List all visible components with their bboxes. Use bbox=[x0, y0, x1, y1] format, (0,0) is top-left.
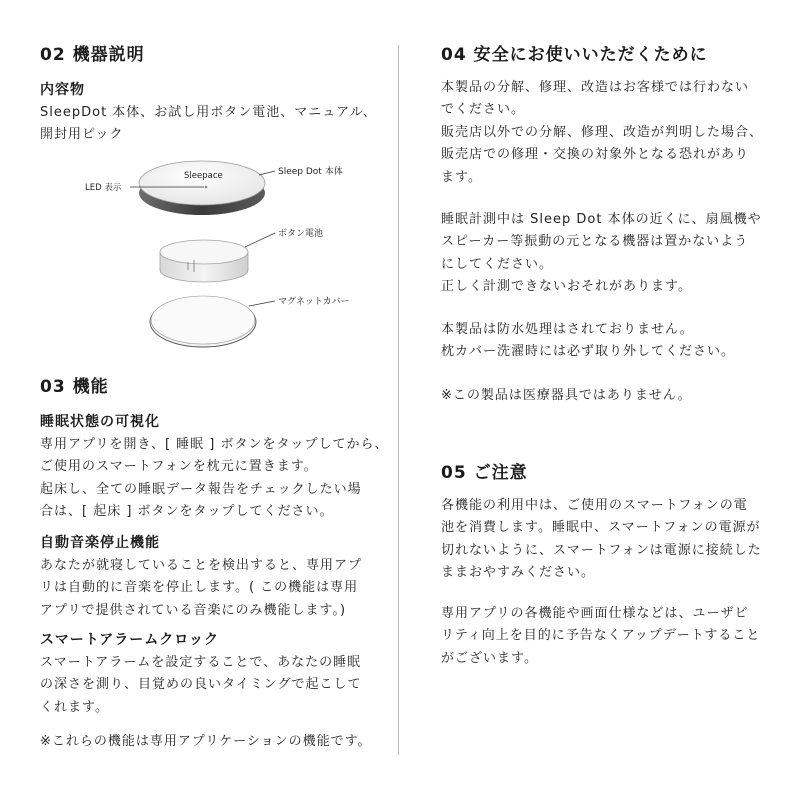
device-label: Sleep Dot 本体 bbox=[278, 167, 343, 177]
button-battery bbox=[160, 240, 248, 282]
text-line: ※この製品は医療器具ではありません。 bbox=[441, 388, 692, 403]
notice-paragraph-1 bbox=[441, 495, 762, 585]
column-divider bbox=[398, 45, 399, 755]
contents-diagram bbox=[0, 145, 395, 360]
section-03-heading: 03 機能 bbox=[40, 377, 109, 397]
text-line: リは自動的に音楽を停止します。( この機能は専用 bbox=[40, 580, 359, 596]
text-line: 合は、[ 起床 ] ボタンをタップしてください。 bbox=[40, 504, 334, 520]
text-line: 本製品は防水処理はされておりません。 bbox=[441, 322, 694, 337]
sleep-dot-device bbox=[139, 161, 265, 215]
section-04-heading: 04 安全にお使いいただくために bbox=[441, 45, 708, 65]
text-line: 開封用ピック bbox=[40, 127, 124, 143]
text-line: 池を消費します。睡眠中、スマートフォンの電源が bbox=[441, 520, 761, 536]
section-05-heading: 05 ご注意 bbox=[441, 463, 528, 483]
safety-paragraph-3 bbox=[441, 319, 735, 364]
text-line: 販売店以外での分解、修理、改造が判明した場合、 bbox=[441, 124, 764, 140]
text-line: ご使用のスマートフォンを枕元に置きます。 bbox=[40, 459, 318, 475]
device-logo: Sleepace bbox=[184, 171, 223, 181]
cover-label: マグネットカバー bbox=[278, 297, 350, 307]
led-indicator-icon bbox=[205, 186, 208, 189]
feature-sleep-visualization-text bbox=[40, 434, 389, 524]
feature-auto-music-stop-title: 自動音楽停止機能 bbox=[40, 535, 160, 551]
safety-paragraph-2 bbox=[441, 209, 762, 299]
text-line: SleepDot 本体、お試し用ボタン電池、マニュアル、 bbox=[40, 105, 377, 120]
text-line: 切れないように、スマートフォンは電源に接続した bbox=[441, 542, 762, 558]
text-line: 各機能の利用中は、ご使用のスマートフォンの電 bbox=[441, 498, 748, 513]
battery-label: ボタン電池 bbox=[278, 229, 324, 239]
text-line: 販売店での修理・交換の対象外となる恐れがあり bbox=[441, 147, 750, 163]
text-line: にしてください。 bbox=[441, 256, 554, 272]
section-02-heading: 02 機器説明 bbox=[40, 45, 145, 65]
text-line: の深さを測り、目覚めの良いタイミングで起こして bbox=[40, 677, 362, 693]
feature-smart-alarm-title: スマートアラームクロック bbox=[40, 632, 220, 648]
text-line: スマートアラームを設定することで、あなたの睡眠 bbox=[40, 655, 362, 670]
safety-paragraph-4 bbox=[441, 385, 692, 407]
features-note: ※これらの機能は専用アプリケーションの機能です。 bbox=[40, 734, 372, 749]
text-line: あなたが就寝していることを検出すると、専用アプ bbox=[40, 558, 363, 573]
text-line: リティ向上を目的に予告なくアップデートすること bbox=[441, 628, 761, 644]
text-line: ます。 bbox=[441, 169, 482, 185]
feature-sleep-visualization-title: 睡眠状態の可視化 bbox=[40, 414, 160, 430]
text-line: アプリで提供されている音楽にのみ機能します。) bbox=[40, 602, 347, 618]
text-line: 枕カバー洗濯時には必ず取り外してください。 bbox=[441, 344, 736, 360]
text-line: でください。 bbox=[441, 102, 526, 118]
text-line: 起床し、全ての睡眠データ報告をチェックしたい場 bbox=[40, 481, 362, 497]
feature-auto-music-stop-text bbox=[40, 555, 362, 622]
text-line: スピーカー等振動の元となる機器は置かないよう bbox=[441, 234, 749, 250]
text-line: 専用アプリを開き、[ 睡眠 ] ボタンをタップしてから、 bbox=[40, 437, 389, 452]
feature-smart-alarm-text bbox=[40, 652, 361, 719]
text-line: 正しく計測できないおそれがあります。 bbox=[441, 279, 692, 295]
left-column bbox=[40, 0, 392, 800]
safety-paragraph-1 bbox=[441, 77, 763, 189]
contents-text bbox=[40, 102, 377, 147]
notice-paragraph-2 bbox=[441, 603, 760, 670]
text-line: くれます。 bbox=[40, 699, 109, 715]
contents-subheading: 内容物 bbox=[40, 82, 85, 98]
text-line: がございます。 bbox=[441, 650, 538, 666]
right-column bbox=[441, 0, 786, 800]
magnetic-cover bbox=[150, 296, 256, 347]
text-line: ままおやすみください。 bbox=[441, 565, 596, 581]
text-line: 本製品の分解、修理、改造はお客様では行わない bbox=[441, 80, 750, 95]
text-line: 睡眠計測中は Sleep Dot 本体の近くに、扇風機や bbox=[441, 212, 762, 227]
led-label: LED 表示 bbox=[85, 183, 122, 193]
text-line: 専用アプリの各機能や画面仕様などは、ユーザビ bbox=[441, 606, 749, 621]
